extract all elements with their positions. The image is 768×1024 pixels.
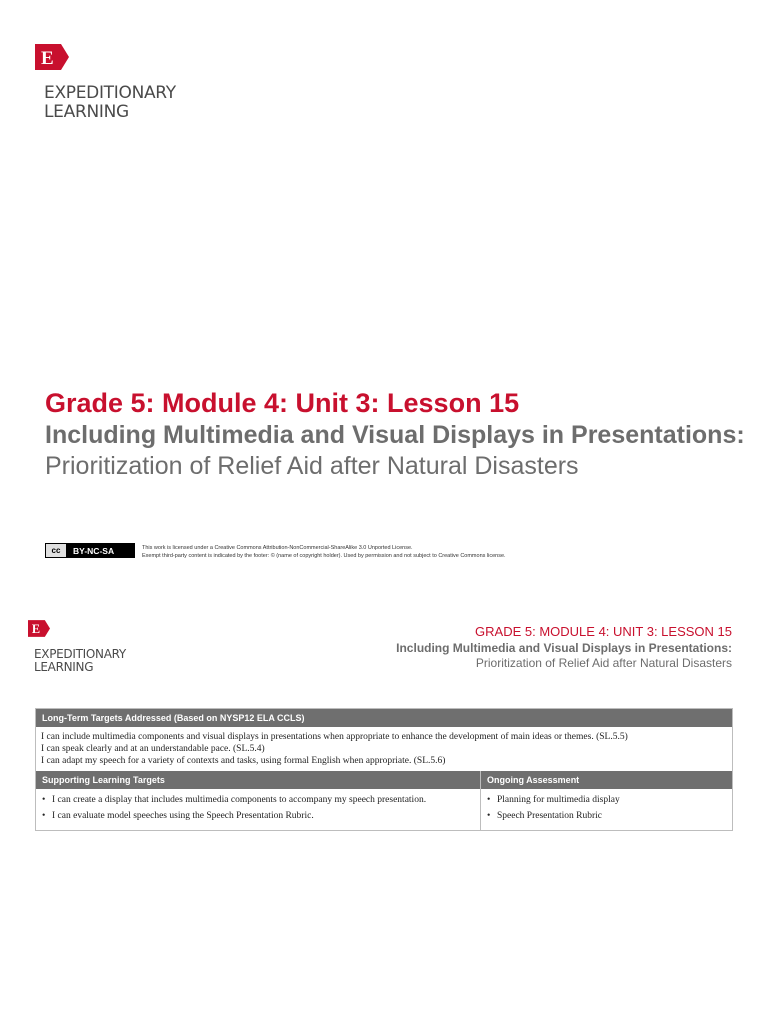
ongoing-assessment-cell xyxy=(481,789,732,830)
svg-text:E: E xyxy=(31,622,41,637)
header-subtitle-2: Prioritization of Relief Aid after Natural Disasters xyxy=(475,656,732,670)
cc-badge-text: BY-NC-SA xyxy=(73,545,115,556)
ongoing-assessment-header: Ongoing Assessment xyxy=(481,771,732,789)
cover-subtitle-bold: Including Multimedia and Visual Displays in Presentations: xyxy=(45,421,745,449)
logo-text-line2: LEARNING xyxy=(44,102,129,123)
license-line2: Exempt third-party content is indicated by the footer: © (name of copyright holder). Used by permission and not subject to Creative Commons license. xyxy=(142,553,506,559)
cover-grade-line: Grade 5: Module 4: Unit 3: Lesson 15 xyxy=(45,388,520,418)
logo xyxy=(35,44,176,122)
targets-header-row xyxy=(36,771,732,789)
header-logo xyxy=(28,620,126,675)
long-term-target: I can adapt my speech for a variety of contexts and tasks, using formal English when appropriate. (SL.5.6) xyxy=(41,756,446,766)
long-term-targets-cell xyxy=(36,727,732,771)
cc-icon: cc xyxy=(46,544,67,557)
long-term-target: I can speak clearly and at an understandable pace. (SL.5.4) xyxy=(41,744,265,754)
assessment-item: • Speech Presentation Rubric xyxy=(486,810,727,822)
license-line1: This work is licensed under a Creative Commons Attribution-NonCommercial-ShareAlike 3.0 Unported License. xyxy=(142,545,413,551)
cover-subtitle xyxy=(45,420,745,482)
logo-text-line1: EXPEDITIONARY xyxy=(44,83,176,103)
expeditionary-logo-icon xyxy=(28,620,50,637)
cc-license-badge[interactable] xyxy=(45,543,135,558)
cover-subtitle-rest: Prioritization of Relief Aid after Natural Disasters xyxy=(45,452,579,480)
long-term-targets-header: Long-Term Targets Addressed (Based on NYSP12 ELA CCLS) xyxy=(36,709,732,727)
supporting-targets-header: Supporting Learning Targets xyxy=(36,771,481,789)
long-term-target: I can include multimedia components and visual displays in presentations when appropriate to enhance the development of main ideas or themes. (SL.5.5) xyxy=(41,732,628,742)
assessment-item: • Planning for multimedia display xyxy=(486,794,727,806)
targets-body-row xyxy=(36,789,732,830)
header-grade-line: GRADE 5: MODULE 4: UNIT 3: LESSON 15 xyxy=(475,624,732,639)
svg-text:E: E xyxy=(41,48,54,69)
header-logo-line2: LEARNING xyxy=(34,660,94,675)
learning-targets-table xyxy=(35,708,733,831)
supporting-target-item: • I can create a display that includes multimedia components to accompany my speech presentation. xyxy=(41,794,475,806)
supporting-target-item: • I can evaluate model speeches using the Speech Presentation Rubric. xyxy=(41,810,475,822)
header-logo-line1: EXPEDITIONARY xyxy=(34,647,126,661)
page-header xyxy=(312,624,732,671)
license-text xyxy=(142,544,562,560)
expeditionary-logo-icon xyxy=(35,44,69,70)
cover-title-block xyxy=(45,386,745,482)
supporting-targets-cell xyxy=(36,789,481,830)
header-subtitle-1: Including Multimedia and Visual Displays in Presentations: xyxy=(396,641,732,655)
